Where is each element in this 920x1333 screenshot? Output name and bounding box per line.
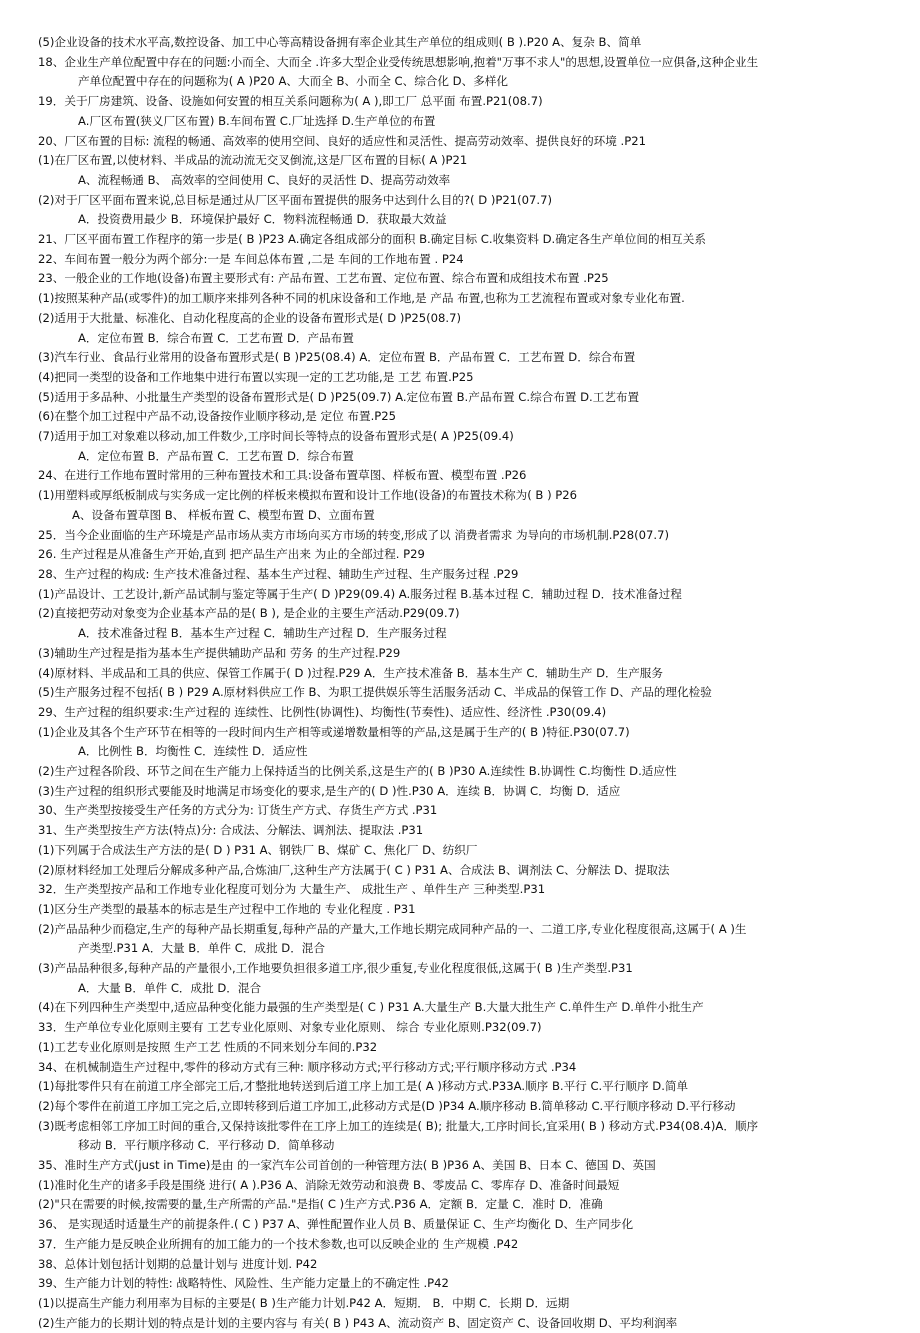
text-line: (1)用塑料或厚纸板制成与实务成一定比例的样板来模拟布置和设计工作地(设备)的布置技术称为( B ) P26 [38,488,578,503]
text-line: 25．当今企业面临的生产环境是产品市场从卖方市场向买方市场的转变,形成了以 消费者需求 为导向的市场机制.P28(07.7) [38,527,670,542]
text-line: (2)原材料经加工处理后分解成多种产品,合炼油厂,这种生产方法属于( C ) P31 A、合成法 B、调剂法 C、分解法 D、提取法 [38,862,670,877]
text-line: (1)下列属于合成法生产方法的是( D ) P31 A、钢铁厂 B、煤矿 C、焦化厂 D、纺织厂 [38,842,478,857]
text-line: A．定位布置 B．产品布置 C．工艺布置 D．综合布置 [78,448,354,463]
text-line: (6)在整个加工过程中产品不动,设备按作业顺序移动,是 定位 布置.P25 [38,409,397,424]
text-line: 26. 生产过程是从准备生产开始,直到 把产品生产出来 为止的全部过程. P29 [38,547,425,562]
text-line: (2)产品品种少而稳定,生产的每种产品长期重复,每种产品的产量大,工作地长期完成同种产品的一、二道工序,专业化程度很高,这属于( A )生 [38,921,747,936]
text-line: 24、在进行工作地布置时常用的三种布置技术和工具:设备布置草图、样板布置、模型布置 .P26 [38,468,527,483]
text-line: (3)生产过程的组织形式要能及时地满足市场变化的要求,是生产的( D )性.P30 A．连续 B．协调 C．均衡 D．适应 [38,783,621,798]
text-line: (1)工艺专业化原则是按照 生产工艺 性质的不同来划分车间的.P32 [38,1039,378,1054]
text-line: 23、一般企业的工作地(设备)布置主要形式有: 产品布置、工艺布置、定位布置、综合布置和成组技术布置 .P25 [38,271,609,286]
text-line: 产单位配置中存在的问题称为( A )P20 A、大而全 B、小而全 C、综合化 D、多样化 [78,74,508,89]
text-line: 19．关于厂房建筑、设备、设施如何安置的相互关系问题称为( A ),即工厂 总平面 布置.P21(08.7) [38,94,543,109]
text-line: A、流程畅通 B、 高效率的空间使用 C、良好的灵活性 D、提高劳动效率 [78,172,451,187]
text-line: (1)企业及其各个生产环节在相等的一段时间内生产相等或递增数量相等的产品,这是属于生产的( B )特征.P30(07.7) [38,724,630,739]
text-line: (2)"只在需要的时候,按需要的量,生产所需的产品."是指( C )生产方式.P36 A．定额 B．定量 C．准时 D．准确 [38,1197,603,1212]
text-line: A.厂区布置(狭义厂区布置) B.车间布置 C.厂址选择 D.生产单位的布置 [78,113,436,128]
text-line: 31、生产类型按生产方法(特点)分: 合成法、分解法、调剂法、提取法 .P31 [38,823,424,838]
text-line: 产类型.P31 A．大量 B．单件 C．成批 D．混合 [78,941,325,956]
text-line: A．大量 B．单件 C．成批 D．混合 [78,980,262,995]
text-line: (2)生产能力的长期计划的特点是计划的主要内容与 有关( B ) P43 A、流动资产 B、固定资产 C、设备回收期 D、平均利润率 [38,1315,678,1330]
text-line: 32．生产类型按产品和工作地专业化程度可划分为 大量生产、 成批生产 、单件生产 三种类型.P31 [38,882,546,897]
text-line: 21、厂区平面布置工作程序的第一步是( B )P23 A.确定各组成部分的面积 B.确定目标 C.收集资料 D.确定各生产单位间的相互关系 [38,232,706,247]
text-line: (3)辅助生产过程是指为基本生产提供辅助产品和 劳务 的生产过程.P29 [38,645,401,660]
text-line: 38、总体计划包括计划期的总量计划与 进度计划. P42 [38,1256,318,1271]
text-line: 33．生产单位专业化原则主要有 工艺专业化原则、对象专业化原则、 综合 专业化原则.P32(09.7) [38,1020,542,1035]
text-line: 30、生产类型按接受生产任务的方式分为: 订货生产方式、存货生产方式 .P31 [38,803,438,818]
text-line: 36、 是实现适时适量生产的前提条件.( C ) P37 A、弹性配置作业人员 B、质量保证 C、生产均衡化 D、生产同步化 [38,1217,634,1232]
text-line: (1)区分生产类型的最基本的标志是生产过程中工作地的 专业化程度 . P31 [38,901,416,916]
text-line: 39、生产能力计划的特性: 战略特性、风险性、生产能力定量上的不确定性 .P42 [38,1276,449,1291]
text-line: A．比例性 B．均衡性 C．连续性 D．适应性 [78,744,308,759]
text-line: (3)汽车行业、食品行业常用的设备布置形式是( B )P25(08.4) A．定位布置 B．产品布置 C．工艺布置 D．综合布置 [38,350,636,365]
text-line: A．技术准备过程 B．基本生产过程 C．辅助生产过程 D．生产服务过程 [78,626,447,641]
text-line: (3)既考虑相邻工序加工时间的重合,又保持该批零件在工序上加工的连续是( B); 批量大,工序时间长,宜采用( B ) 移动方式.P34(08.4)A．顺序 [38,1118,759,1133]
text-line: (1)以提高生产能力利用率为目标的主要是( B )生产能力计划.P42 A．短期． B．中期 C．长期 D．远期 [38,1296,570,1310]
text-line: 34、在机械制造生产过程中,零件的移动方式有三种: 顺序移动方式;平行移动方式;平行顺序移动方式 .P34 [38,1059,577,1074]
text-line: (5)企业设备的技术水平高,数控设备、加工中心等高精设备拥有率企业其生产单位的组成则( B ).P20 A、复杂 B、简单 [38,35,642,49]
text-line: (2)适用于大批量、标准化、自动化程度高的企业的设备布置形式是( D )P25(08.7) [38,310,461,325]
text-line: (5)适用于多品种、小批量生产类型的设备布置形式是( D )P25(09.7) A.定位布置 B.产品布置 C.综合布置 D.工艺布置 [38,389,640,404]
text-line: (3)产品品种很多,每种产品的产量很小,工作地要负担很多道工序,很少重复,专业化程度很低,这属于( B )生产类型.P31 [38,961,633,976]
text-line: 29、生产过程的组织要求:生产过程的 连续性、比例性(协调性)、均衡性(节奏性)、适应性、经济性 .P30(09.4) [38,704,607,719]
text-line: (1)在厂区布置,以使材料、半成品的流动流无交叉倒流,这是厂区布置的目标( A )P21 [38,153,468,168]
text-line: (1)准时化生产的诸多手段是围绕 进行( A ).P36 A、消除无效劳动和浪费 B、零废品 C、零库存 D、准备时间最短 [38,1177,620,1192]
text-line: 20、厂区布置的目标: 流程的畅通、高效率的使用空间、良好的适应性和灵活性、提高劳动效率、提供良好的环境 .P21 [38,133,646,148]
text-line: (4)原材料、半成品和工具的供应、保管工作属于( D )过程.P29 A．生产技术准备 B．基本生产 C．辅助生产 D．生产服务 [38,665,663,680]
text-line: (2)生产过程各阶段、环节之间在生产能力上保持适当的比例关系,这是生产的( B )P30 A.连续性 B.协调性 C.均衡性 D.适应性 [38,764,677,779]
text-line: 35、准时生产方式(just in Time)是由 的一家汽车公司首创的一种管理方法( B )P36 A、美国 B、日本 C、德国 D、英国 [38,1158,656,1173]
text-line: (5)生产服务过程不包括( B ) P29 A.原材料供应工作 B、为职工提供娱乐等生活服务活动 C、半成品的保管工作 D、产品的理化检验 [38,685,712,700]
text-line: (1)每批零件只有在前道工序全部完工后,才整批地转送到后道工序上加工是( A )移动方式.P33A.顺序 B.平行 C.平行顺序 D.简单 [38,1079,689,1094]
text-line: A、设备布置草图 B、 样板布置 C、模型布置 D、立面布置 [72,507,375,522]
text-line: (1)产品设计、工艺设计,新产品试制与鉴定等属于生产( D )P29(09.4) A.服务过程 B.基本过程 C．辅助过程 D．技术准备过程 [38,586,682,601]
text-line: (2)直接把劳动对象变为企业基本产品的是( B ), 是企业的主要生产活动.P29(09.7) [38,606,460,621]
text-line: (2)每个零件在前道工序加工完之后,立即转移到后道工序加工,此移动方式是(D )P34 A.顺序移动 B.简单移动 C.平行顺序移动 D.平行移动 [38,1098,736,1113]
text-line: (4)在下列四种生产类型中,适应品种变化能力最强的生产类型是( C ) P31 A.大量生产 B.大量大批生产 C.单件生产 D.单件小批生产 [38,1000,704,1015]
document-body [38,33,898,1333]
text-line: A．投资费用最少 B．环境保护最好 C．物料流程畅通 D．获取最大效益 [78,212,447,227]
text-line: 移动 B．平行顺序移动 C．平行移动 D．简单移动 [78,1138,335,1153]
text-line: (4)把同一类型的设备和工作地集中进行布置以实现一定的工艺功能,是 工艺 布置.P25 [38,369,474,384]
text-line: (2)对于厂区平面布置来说,总目标是通过从厂区平面布置提供的服务中达到什么目的?( D )P21(07.7) [38,192,552,207]
text-line: 18、企业生产单位配置中存在的问题:小而全、大而全 .许多大型企业受传统思想影响,抱着"万事不求人"的思想,设置单位一应俱备,这种企业生 [38,54,759,69]
text-line: 28、生产过程的构成: 生产技术准备过程、基本生产过程、辅助生产过程、生产服务过程 .P29 [38,566,519,581]
text-line: 22、车间布置一般分为两个部分:一是 车间总体布置 ,二是 车间的工作地布置 . P24 [38,251,464,266]
text-line: (7)适用于加工对象难以移动,加工件数少,工序时间长等特点的设备布置形式是( A )P25(09.4) [38,429,514,444]
text-line: 37．生产能力是反映企业所拥有的加工能力的一个技术参数,也可以反映企业的 生产规模 .P42 [38,1236,519,1251]
text-line: (1)按照某种产品(或零件)的加工顺序来排列各种不同的机床设备和工作地,是 产品 布置,也称为工艺流程布置或对象专业化布置. [38,291,685,306]
text-line: A．定位布置 B．综合布置 C．工艺布置 D．产品布置 [78,330,354,345]
